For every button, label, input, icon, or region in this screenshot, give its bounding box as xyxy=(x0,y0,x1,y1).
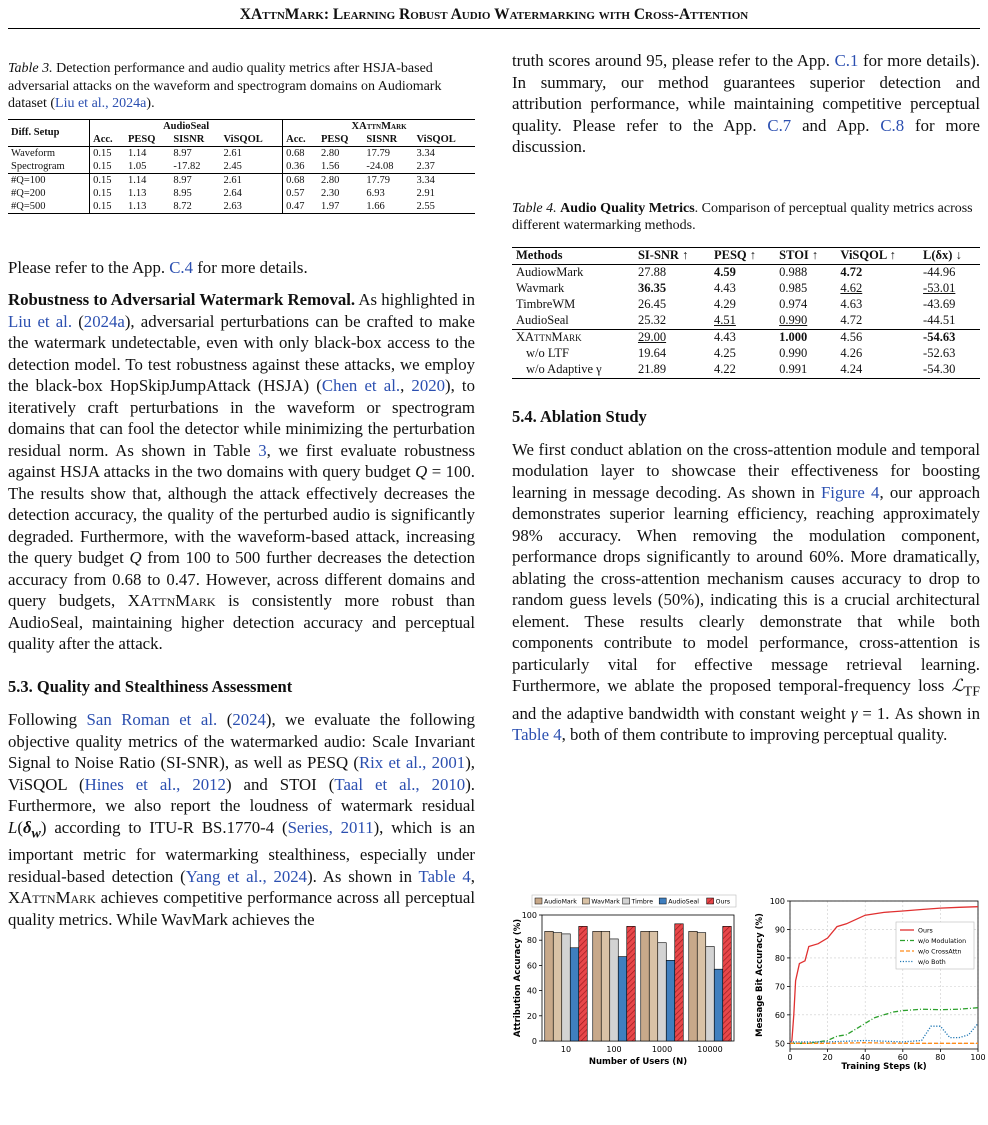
table3-cell: 3.34 xyxy=(413,173,475,187)
table3-cell: 0.15 xyxy=(93,187,112,199)
y-tick-label: 60 xyxy=(774,1010,785,1020)
table3-caption-label: Table 3. xyxy=(8,61,53,76)
table3-cell: 0.15 xyxy=(90,173,125,187)
table4-cell: AudiowMark xyxy=(516,265,584,279)
table4-caption-bold: Audio Quality Metrics xyxy=(560,200,695,216)
table4-cell: XAttnMark xyxy=(512,329,634,346)
table4-cell: -44.96 xyxy=(923,265,956,279)
table3-row xyxy=(8,160,475,174)
bar xyxy=(601,931,610,1041)
table3-cell: 17.79 xyxy=(366,147,390,159)
table3-cell: 2.63 xyxy=(220,200,282,214)
legend-label: WavMark xyxy=(591,898,620,906)
table4-cell: 4.22 xyxy=(710,362,775,379)
table3-row xyxy=(8,200,475,214)
table4-cell: 27.88 xyxy=(637,265,667,279)
table4-header: ViSQOL ↑ xyxy=(836,247,919,264)
table4 xyxy=(512,247,980,379)
table3-subheader: PESQ xyxy=(318,133,363,147)
table3-cell: 8.95 xyxy=(173,187,192,199)
table3-caption xyxy=(8,60,475,113)
cite-rix[interactable]: Rix et al., 2001 xyxy=(358,753,466,772)
legend-label: AudioSeal xyxy=(668,898,700,906)
table3-cell: 1.14 xyxy=(127,147,147,159)
ref-table4-b[interactable]: Table 4 xyxy=(512,725,562,745)
para-adversarial: Robustness to Adversarial Watermark Removal. As highlighted in Liu et al. (2024a), adversarial perturbations can be crafted to make the watermark undetectable, even with only black-box access to the detection model. To test robustness against these attacks, we employ the black-box HopSkipJumpAttack (HSJA) (Chen et al., 2020), to iteratively craft perturbations in the waveform or spectrogram domains that can fool the detector while minimizing the perturbation residual norm. As shown in Table 3, we first evaluate robustness against HSJA attacks in the two domains with query budget Q = 100. The results show that, although the attack effectively decreases the detection accuracy, the quality of the perturbed audio is significantly degraded. Furthermore, with the waveform-based attack, increasing the query budget Q from 100 to 500 further decreases the detection accuracy from 0.68 to 0.47. However, across different domains and query budgets, XAttnMark is consistently more robust than AudioSeal, maintaining higher detection accuracy and perceptual quality after the attack. xyxy=(8,290,476,653)
table4-cell: w/o Adaptive γ xyxy=(512,362,634,379)
table4-cell: 0.985 xyxy=(779,281,808,295)
cite-yang[interactable]: Yang et al., 2024 xyxy=(185,866,308,886)
x-tick-label: 40 xyxy=(860,1053,871,1062)
para-quality: Following San Roman et al. (2024), we evaluate the following objective quality metrics of the watermarked audio: Scale Invariant Signal to Noise Ratio (SI-SNR), as well as PESQ (Rix et al., 2001), ViSQOL (Hines et al., 2012) and STOI (Taal et al., 2010). Furthermore, we also report the loudness of watermark residual $L(\delta_w)$ according to ITU-R BS.1770-4 (Series, 2011), which is an important metric for watermarking stealthiness, especially under residual-based detection (Yang et al., 2024). As shown in Table 4, XAttnMark achieves competitive performance across all perceptual quality metrics. While WavMark achieves the xyxy=(8,710,476,929)
legend-label: Ours xyxy=(918,927,933,935)
table4-row xyxy=(512,264,980,281)
table3-cell: #Q=500 xyxy=(8,200,90,214)
table3-subheader: ViSQOL xyxy=(413,133,475,147)
para-adversarial-head: Robustness to Adversarial Watermark Removal. xyxy=(8,290,356,309)
x-tick-label: 20 xyxy=(822,1053,833,1062)
table4-cell: 4.63 xyxy=(840,297,863,311)
refer-line: Please refer to the App. C.4 for more details. xyxy=(8,257,308,277)
table4-header: PESQ ↑ xyxy=(710,247,775,264)
table3-cell: 0.15 xyxy=(93,147,112,159)
y-tick-label: 0 xyxy=(531,1037,537,1046)
table4-cell: 4.72 xyxy=(840,265,863,279)
legend-label: w/o Both xyxy=(918,959,946,966)
y-tick-label: 40 xyxy=(526,986,537,996)
table4-cell: -52.63 xyxy=(923,346,956,360)
table3-cell: 2.80 xyxy=(320,147,340,159)
table4-row xyxy=(512,329,980,346)
running-head-title: XAttnMark: Learning Robust Audio Watermarking with Cross-Attention xyxy=(239,6,749,23)
table3-group-b: XAttnMark xyxy=(283,119,475,133)
table4-cell: 4.59 xyxy=(713,265,736,279)
bar xyxy=(649,931,658,1041)
table3 xyxy=(8,119,475,214)
y-tick-label: 100 xyxy=(769,897,785,906)
ref-table3[interactable]: 3 xyxy=(258,440,267,460)
legend-swatch xyxy=(582,898,589,904)
table4-row xyxy=(512,313,980,330)
table4-cell: 25.32 xyxy=(637,313,667,327)
table4-cell: 1.000 xyxy=(775,329,836,346)
table3-caption-end: ). xyxy=(146,96,155,111)
table3-cell: 0.68 xyxy=(286,147,305,159)
cite-hines[interactable]: Hines et al., 2012 xyxy=(84,774,226,794)
table4-cell: 4.43 xyxy=(713,281,736,295)
section-5-3-heading: 5.3. Quality and Stealthiness Assessment xyxy=(8,676,293,696)
left-body xyxy=(8,257,475,931)
table3-group-a: AudioSeal xyxy=(90,119,283,133)
y-tick-label: 20 xyxy=(526,1011,537,1021)
table3-cell: 0.15 xyxy=(93,160,112,172)
bar xyxy=(610,939,619,1041)
table4-cell: w/o LTF xyxy=(526,346,569,360)
table4-row xyxy=(512,362,980,379)
cite-sanroman-year[interactable]: 2024 xyxy=(232,710,266,729)
table3-subheader: ViSQOL xyxy=(220,133,282,147)
table4-cell: 0.990 xyxy=(779,313,808,327)
table4-header: Methods xyxy=(512,247,634,264)
bar xyxy=(689,931,698,1041)
bar xyxy=(627,926,636,1041)
table3-cell: 1.05 xyxy=(127,160,147,172)
table4-cell: 0.991 xyxy=(775,362,836,379)
table4-cell: 29.00 xyxy=(634,329,710,346)
x-tick-label: 100 xyxy=(606,1045,622,1054)
table3-cell: 2.80 xyxy=(318,173,363,187)
bar xyxy=(723,926,732,1041)
bar xyxy=(545,931,554,1041)
x-axis-label: Number of Users (N) xyxy=(588,1057,688,1067)
table3-caption-text: Detection performance and audio quality metrics after HSJA-based adversarial attacks on the waveform and spectrogram domains on Audiomark dataset ( xyxy=(8,61,442,111)
table4-cell: 4.29 xyxy=(713,297,736,311)
table3-row xyxy=(8,173,475,187)
cite-liu-year[interactable]: 2024a xyxy=(83,311,125,331)
table3-cell: 1.56 xyxy=(320,160,340,172)
app-c7-link[interactable]: C.7 xyxy=(767,115,792,135)
table3-cell: 8.97 xyxy=(173,147,192,159)
table4-cell: -54.30 xyxy=(919,362,980,379)
bar xyxy=(593,931,602,1041)
legend-swatch xyxy=(659,898,666,904)
table3-caption-cite[interactable]: Liu et al., 2024a xyxy=(55,96,147,111)
section-5-4-heading: 5.4. Ablation Study xyxy=(512,406,647,426)
table3-subheader: Acc. xyxy=(283,133,318,147)
legend-label: Timbre xyxy=(631,898,654,906)
table4-cell: -44.51 xyxy=(923,313,956,327)
legend-label: w/o CrossAttn xyxy=(918,948,962,956)
bar xyxy=(553,933,562,1041)
table3-cell: 3.34 xyxy=(416,147,435,159)
table3-cell: 8.97 xyxy=(170,173,220,187)
table3-cell: 0.47 xyxy=(283,200,318,214)
table4-cell: 26.45 xyxy=(637,297,667,311)
table4-cell: -53.01 xyxy=(923,281,956,295)
table4-cell: 36.35 xyxy=(637,281,667,295)
legend-swatch xyxy=(623,898,630,904)
ref-table4[interactable]: Table 4 xyxy=(418,866,471,886)
table4-header: L(δx) ↓ xyxy=(919,247,980,264)
ref-figure4[interactable]: Figure 4 xyxy=(820,482,880,502)
y-tick-label: 50 xyxy=(774,1039,785,1049)
header-rule xyxy=(8,28,980,29)
y-tick-label: 70 xyxy=(774,982,785,992)
table4-row xyxy=(512,281,980,297)
right-top-paragraph: truth scores around 95, please refer to the App. C.1 for more details). In summary, our method guarantees superior detection and attribution performance, while maintaining competitive perceptual quality. Please refer to the App. C.7 and App. C.8 for more discussion. xyxy=(512,51,980,156)
table3-cell: #Q=200 xyxy=(8,187,90,200)
table4-caption-rest: . Comparison of perceptual quality metrics across different watermarking methods. xyxy=(512,200,973,233)
bit-accuracy-line-chart xyxy=(750,893,986,1072)
table3-cell: Spectrogram xyxy=(8,160,90,174)
table3-row xyxy=(8,146,475,160)
table3-cell: 2.37 xyxy=(416,160,435,172)
table4-cell: 0.974 xyxy=(779,297,808,311)
bar xyxy=(714,969,723,1041)
table4-cell: TimbreWM xyxy=(516,297,576,311)
table4-cell: 4.62 xyxy=(840,281,863,295)
table3-cell: 1.66 xyxy=(363,200,413,214)
table3-cell: 1.14 xyxy=(125,173,170,187)
table3-subheader: SISNR xyxy=(363,133,413,147)
table4-caption xyxy=(512,200,980,235)
table4-cell: 4.51 xyxy=(713,313,736,327)
table3-cell: 2.45 xyxy=(220,160,282,174)
table3-cell: 2.61 xyxy=(220,146,282,160)
legend-label: Ours xyxy=(715,898,731,906)
x-tick-label: 1000 xyxy=(651,1045,673,1054)
table3-subheader: PESQ xyxy=(125,133,170,147)
right-column xyxy=(512,50,980,746)
table3-cell: 1.97 xyxy=(318,200,363,214)
table3-cell: 0.36 xyxy=(286,160,305,172)
cite-series[interactable]: Series, 2011 xyxy=(287,817,374,837)
app-c8-link[interactable]: C.8 xyxy=(880,115,905,135)
table3-cell: 0.15 xyxy=(90,200,125,214)
table3-subheader: Acc. xyxy=(90,133,125,147)
x-tick-label: 0 xyxy=(787,1053,793,1062)
y-tick-label: 90 xyxy=(774,925,785,935)
bar xyxy=(658,943,667,1041)
table4-cell: 0.988 xyxy=(779,265,808,279)
legend-swatch xyxy=(535,898,542,904)
y-tick-label: 80 xyxy=(526,936,537,946)
table3-cell: 6.93 xyxy=(366,187,385,199)
table4-header: SI-SNR ↑ xyxy=(634,247,710,264)
series-line xyxy=(790,1008,978,1044)
x-tick-label: 100 xyxy=(970,1053,986,1062)
bar xyxy=(570,948,579,1041)
cite-liu[interactable]: Liu et al. xyxy=(8,311,73,331)
table3-cell: 2.55 xyxy=(413,200,475,214)
cite-chen[interactable]: Chen et al. xyxy=(321,376,401,395)
bar xyxy=(618,957,627,1041)
table3-cell: 8.72 xyxy=(170,200,220,214)
cite-sanroman[interactable]: San Roman et al. xyxy=(86,710,218,729)
y-tick-label: 100 xyxy=(521,911,537,920)
legend-label: AudioMark xyxy=(544,898,577,906)
app-c4-link[interactable]: C.4 xyxy=(169,257,194,277)
table3-cell: 2.30 xyxy=(320,187,340,199)
cite-taal[interactable]: Taal et al., 2010 xyxy=(334,774,466,794)
bar xyxy=(666,960,675,1041)
bar xyxy=(675,924,684,1041)
bar xyxy=(697,933,706,1041)
table4-cell: Wavmark xyxy=(516,281,565,295)
x-axis-label: Training Steps (k) xyxy=(841,1062,927,1072)
legend-label: w/o Modulation xyxy=(918,938,967,945)
table3-cell: -24.08 xyxy=(366,160,394,172)
y-tick-label: 60 xyxy=(526,961,537,971)
table4-row xyxy=(512,346,980,362)
attribution-bar-chart xyxy=(508,893,740,1071)
table4-cell: 4.56 xyxy=(836,329,919,346)
table3-cell: 1.13 xyxy=(125,200,170,214)
left-column xyxy=(8,48,475,930)
table3-cell: 0.68 xyxy=(283,173,318,187)
table4-cell: -43.69 xyxy=(923,297,956,311)
x-tick-label: 10 xyxy=(560,1045,572,1054)
legend-swatch xyxy=(707,898,714,904)
table3-cell: 2.91 xyxy=(416,187,435,199)
table4-cell: 21.89 xyxy=(634,362,710,379)
bar xyxy=(562,934,571,1041)
cite-chen-year[interactable]: 2020 xyxy=(411,376,445,395)
table4-caption-label: Table 4. xyxy=(512,200,557,216)
table3-setup-header: Diff. Setup xyxy=(8,119,90,146)
y-axis-label: Attribution Accuracy (%) xyxy=(513,918,523,1038)
table4-cell: 19.64 xyxy=(637,346,667,360)
table3-cell: 2.64 xyxy=(220,187,282,200)
table4-cell: AudioSeal xyxy=(516,313,569,327)
para-ablation: We first conduct ablation on the cross-attention module and temporal modulation layer to showcase their effectiveness for boosting learning in message decoding. As shown in Figure 4, our approach demonstrates superior learning efficiency, reaching approximately 98% accuracy. When removing the modulation component, performance drops significantly to around 60%. More dramatically, ablating the cross-attention mechanism causes accuracy to drop to random guess levels (50%), indicating this is a crucial architectural element. These results clearly demonstrate that while both components contribute to model performance, cross-attention is particularly vital for effective message retrieval learning. Furthermore, we ablate the proposed temporal-frequency loss ℒ$_{TF}$ and the adaptive bandwidth with constant weight γ = 1. As shown in Table 4, both of them contribute to improving perceptual quality. xyxy=(512,439,981,745)
table3-cell: #Q=100 xyxy=(8,173,90,187)
table3-cell: Waveform xyxy=(8,146,90,160)
table4-cell: -54.63 xyxy=(919,329,980,346)
table4-cell: 4.25 xyxy=(713,346,736,360)
table4-header: STOI ↑ xyxy=(775,247,836,264)
table3-cell: 1.13 xyxy=(127,187,147,199)
table3-cell: -17.82 xyxy=(173,160,201,172)
series-line xyxy=(790,1023,978,1042)
table4-cell: 4.24 xyxy=(836,362,919,379)
y-tick-label: 80 xyxy=(774,953,785,963)
bar xyxy=(706,947,715,1042)
table3-cell: 2.61 xyxy=(220,173,282,187)
table4-cell: 4.72 xyxy=(840,313,863,327)
x-tick-label: 60 xyxy=(897,1053,908,1062)
table3-cell: 17.79 xyxy=(363,173,413,187)
table4-cell: 4.26 xyxy=(840,346,863,360)
x-tick-label: 80 xyxy=(935,1053,946,1062)
table3-cell: 0.57 xyxy=(286,187,305,199)
y-axis-label: Message Bit Accuracy (%) xyxy=(755,913,765,1037)
table4-cell: 4.43 xyxy=(710,329,775,346)
x-tick-label: 10000 xyxy=(697,1045,723,1054)
table3-subheader: SISNR xyxy=(170,133,220,147)
table4-cell: 0.990 xyxy=(779,346,808,360)
app-c1-link[interactable]: C.1 xyxy=(834,51,859,70)
running-head xyxy=(0,6,988,24)
table3-row xyxy=(8,187,475,200)
table4-row xyxy=(512,297,980,313)
bar xyxy=(641,931,650,1041)
bar xyxy=(579,926,588,1041)
